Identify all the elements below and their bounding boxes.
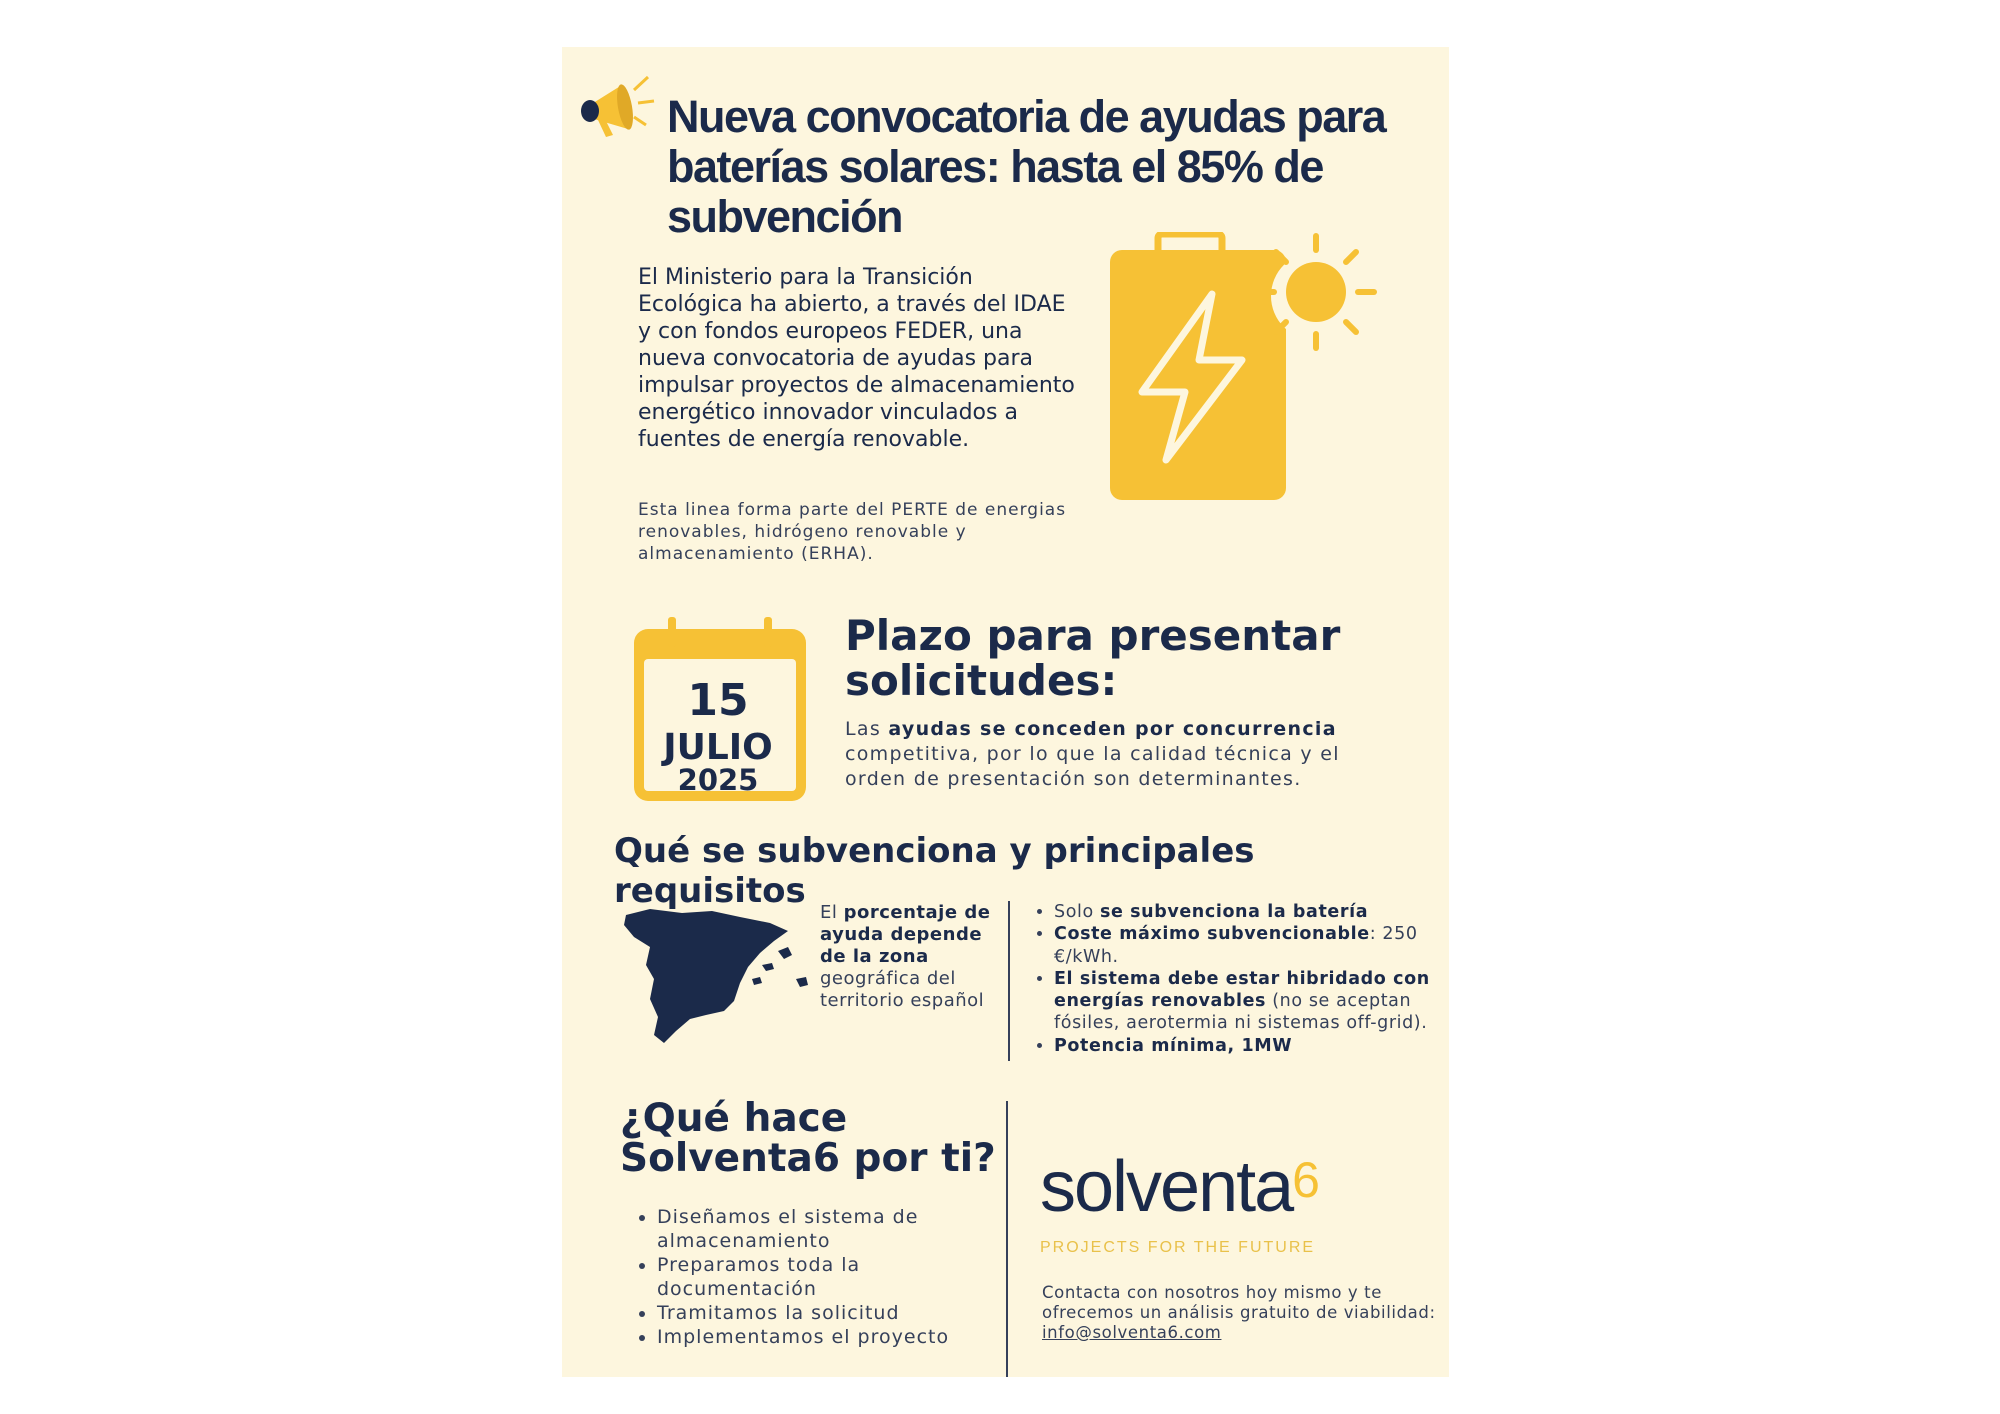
deadline-heading: Plazo para presentar solicitudes: — [845, 611, 1341, 705]
services-heading: ¿Qué hace Solventa6 por ti? — [620, 1096, 996, 1181]
list-item: • Potencia mínima, 1MW — [1054, 1035, 1454, 1057]
list-item: • Solo se subvenciona la batería — [1054, 901, 1454, 923]
divider-services — [1006, 1101, 1008, 1377]
list-item: • Preparamos toda la documentación — [657, 1253, 997, 1301]
contact-email-link[interactable]: info@solventa6.com — [1042, 1323, 1222, 1342]
services-list — [637, 1205, 997, 1349]
requirements-heading: Qué se subvenciona y principales requisitos — [614, 831, 1255, 911]
poster — [562, 47, 1449, 1377]
brand-six: 6 — [1292, 1152, 1320, 1208]
list-item: • Diseñamos el sistema de almacenamiento — [657, 1205, 997, 1253]
brand-tagline: PROJECTS FOR THE FUTURE — [1040, 1239, 1316, 1256]
calendar — [632, 615, 808, 803]
calendar-day: 15 — [687, 675, 749, 726]
megaphone-icon — [576, 65, 658, 145]
brand-name: solventa — [1040, 1147, 1293, 1227]
list-item: • Coste máximo subvencionable: 250 €/kWh. — [1054, 923, 1454, 968]
sun-icon — [1260, 232, 1380, 352]
brand-logo — [1040, 1149, 1320, 1232]
divider-requirements — [1008, 901, 1010, 1061]
intro-text: El Ministerio para la Transición Ecológica ha abierto, a través del IDAE y con fondos europeos FEDER, una nueva convocatoria de ayudas para impulsar proyectos de almacenamiento energético innovador vinculados a fuentes de energía renovable. — [638, 265, 1075, 452]
calendar-year: 2025 — [677, 763, 759, 797]
spain-map-icon — [620, 907, 810, 1047]
calendar-month: JULIO — [663, 727, 773, 768]
intro-note: Esta linea forma parte del PERTE de energias renovables, hidrógeno renovable y almacenamiento (ERHA). — [638, 500, 1067, 564]
deadline-text: Las ayudas se conceden por concurrencia competitiva, por lo que la calidad técnica y el orden de presentación son determinantes. — [845, 718, 1340, 790]
requirements-list — [1034, 901, 1454, 1057]
contact-text: Contacta con nosotros hoy mismo y te ofrecemos un análisis gratuito de viabilidad: — [1042, 1283, 1436, 1322]
list-item: • El sistema debe estar hibridado con energías renovables (no se aceptan fósiles, aerotermia ni sistemas off-grid). — [1054, 968, 1454, 1035]
page-title: Nueva convocatoria de ayudas para baterías solares: hasta el 85% de subvención — [667, 91, 1386, 242]
list-item: • Tramitamos la solicitud — [657, 1301, 997, 1325]
list-item: • Implementamos el proyecto — [657, 1325, 997, 1349]
map-text: El porcentaje de ayuda depende de la zona geográfica del territorio español — [820, 902, 991, 1011]
